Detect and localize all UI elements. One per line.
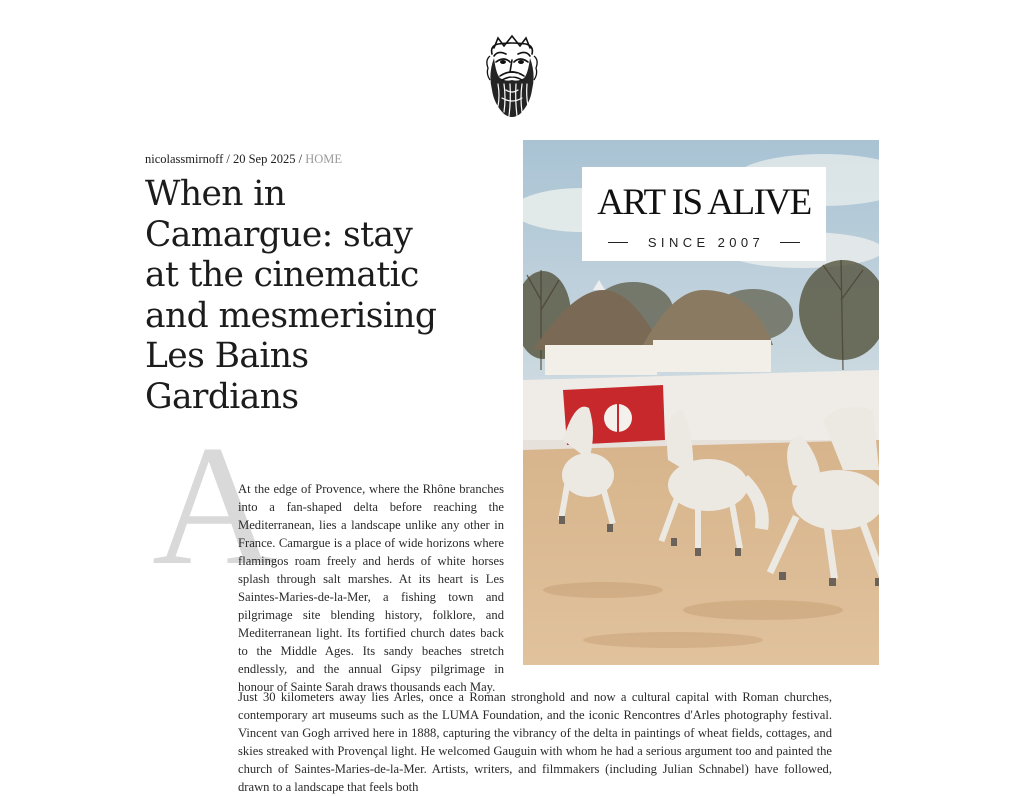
- meta-separator: /: [298, 152, 303, 166]
- article-meta: [145, 152, 342, 167]
- badge-since-text: SINCE 2007: [647, 234, 765, 250]
- publish-date: 20 Sep 2025: [232, 152, 296, 166]
- art-is-alive-badge: [582, 167, 826, 261]
- badge-rule-left: [608, 242, 628, 243]
- category-link-home[interactable]: HOME: [305, 152, 343, 166]
- badge-title: ART IS ALIVE: [597, 182, 811, 223]
- dropcap-letter: A: [152, 411, 277, 601]
- bearded-mask-logo-icon[interactable]: [484, 34, 540, 120]
- article-title: When in Camargue: stay at the cinematic and mesmerising Les Bains Gardians: [145, 174, 437, 417]
- badge-since-row: [582, 234, 826, 250]
- body-paragraph: Just 30 kilometers away lies Arles, once a Roman stronghold and now a cultural capital with Roman churches, contemporary art museums such as the LUMA Foundation, and the iconic Rencontres d'Arles photography festival. Vincent van Gogh arrived here in 1888, capturing the vibrancy of the delta in paintings of wheat fields, cottages, and skies streaked with Provençal light. He welcomed Gauguin with whom he had a serious argument too and painted the church of Saintes-Maries-de-la-Mer. Artists, writers, and filmmakers (including Julian Schnabel) have followed, drawn to a landscape that feels both: [238, 690, 832, 794]
- badge-rule-right: [780, 242, 800, 243]
- meta-separator: /: [226, 152, 230, 166]
- author-name[interactable]: nicolassmirnoff: [145, 152, 224, 166]
- lead-paragraph: At the edge of Provence, where the Rhône branches into a fan-shaped delta before reaching the Mediterranean, lies a landscape unlike any other in France. Camargue is a place of wide horizons where flamingos roam freely and herds of white horses splash through salt marshes. At its heart is Les Saintes-Maries-de-la-Mer, a fishing town and pilgrimage site blending history, folklore, and Mediterranean light. Its fortified church dates back to the Middle Ages. Its sandy beaches stretch endlessly, and the annual Gipsy pilgrimage in honour of Sainte Sarah draws thousands each May.: [238, 482, 504, 694]
